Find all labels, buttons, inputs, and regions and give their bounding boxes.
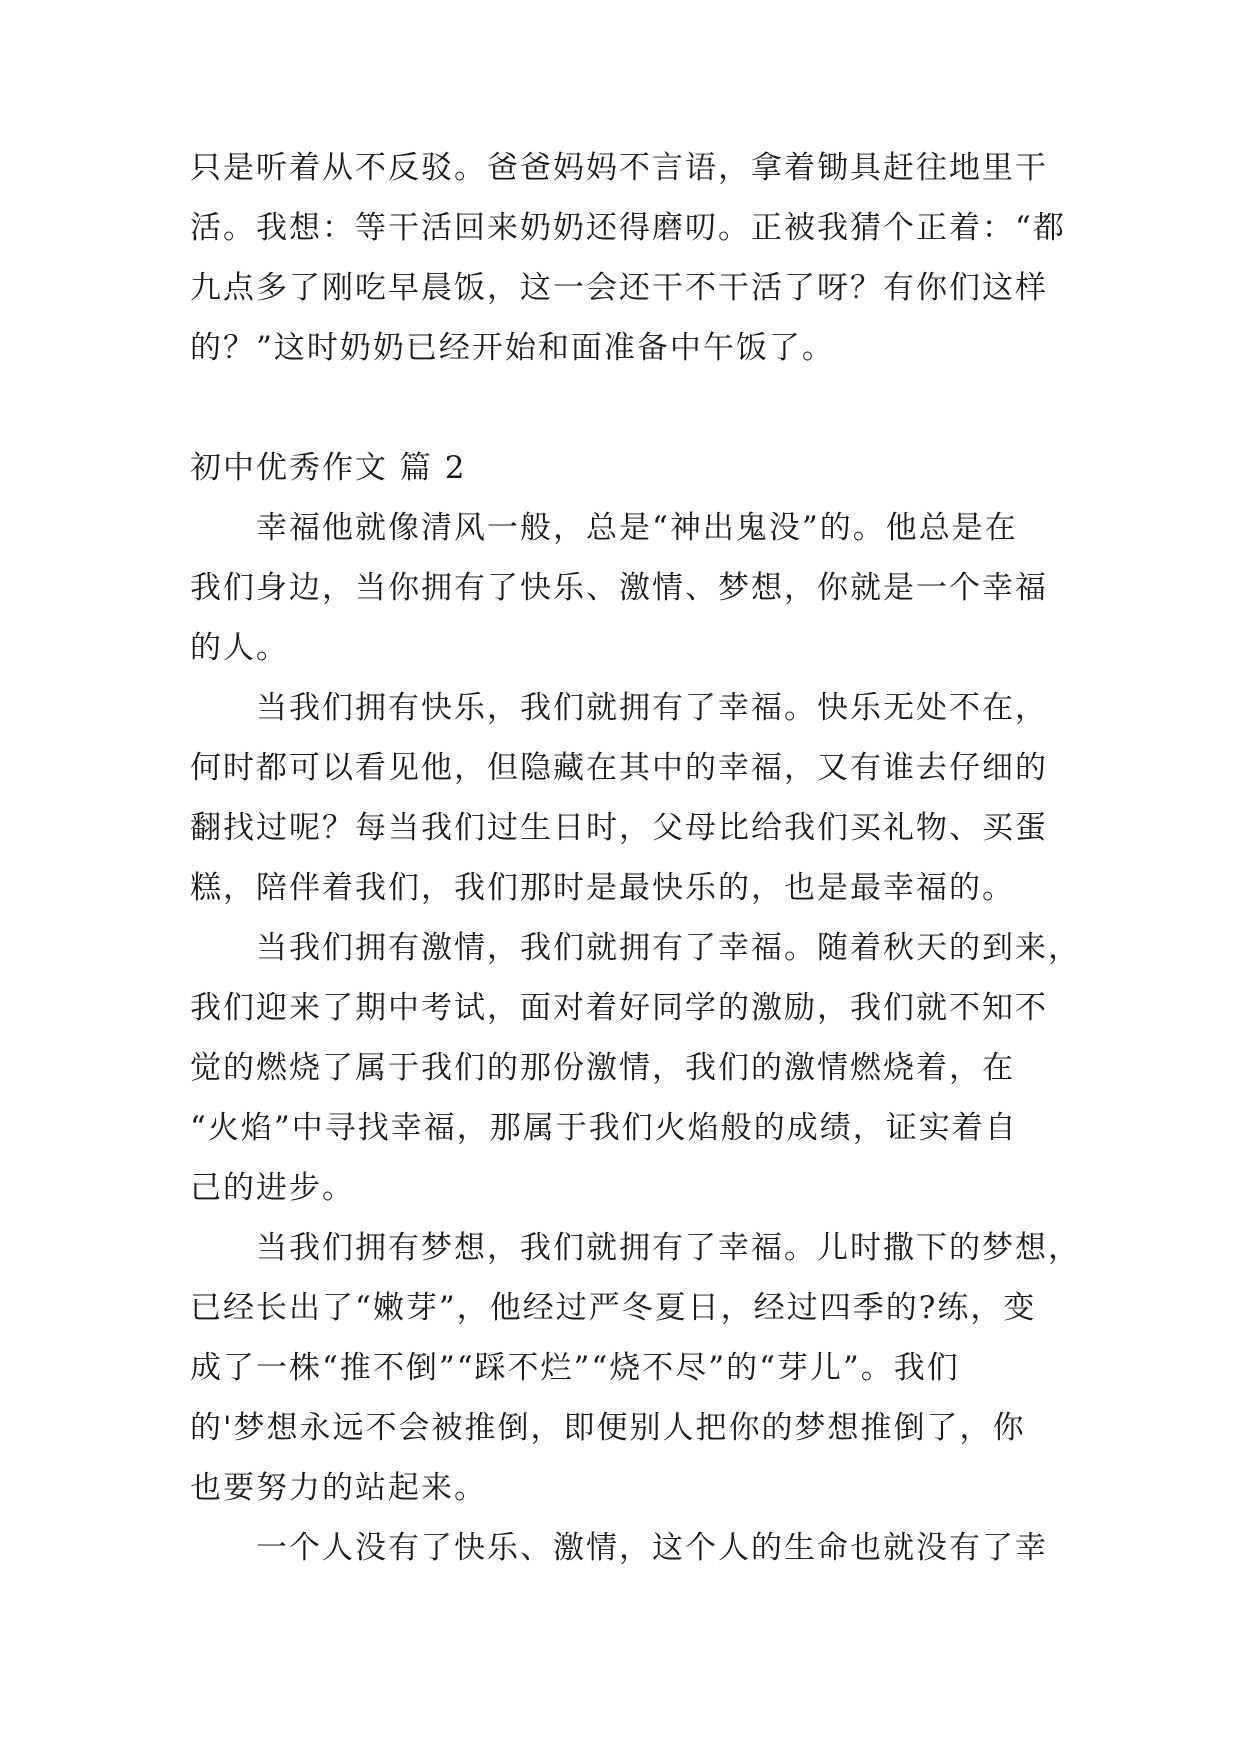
section-heading: 初中优秀作文 篇 2: [190, 450, 467, 486]
body-line: 糕，陪伴着我们，我们那时是最快乐的，也是最幸福的。: [190, 870, 1015, 906]
body-line: 已经长出了“嫩芽”，他经过严冬夏日，经过四季的?练，变: [190, 1290, 1037, 1326]
body-line: 成了一株“推不倒”“踩不烂”“烧不尽”的“芽儿”。我们: [190, 1350, 960, 1386]
paragraph-start-line: 幸福他就像清风一般，总是“神出鬼没”的。他总是在: [256, 510, 1018, 546]
body-line: 何时都可以看见他，但隐藏在其中的幸福，又有谁去仔细的: [190, 750, 1048, 786]
paragraph-start-line: 一个人没有了快乐、激情，这个人的生命也就没有了幸: [256, 1530, 1048, 1566]
paragraph-start-line: 当我们拥有快乐，我们就拥有了幸福。快乐无处不在，: [256, 690, 1048, 726]
body-line: 己的进步。: [190, 1170, 355, 1206]
body-line: “火焰”中寻找幸福，那属于我们火焰般的成绩，证实着自: [190, 1110, 1018, 1146]
body-line: 的？”这时奶奶已经开始和面准备中午饭了。: [190, 330, 835, 366]
body-line: 觉的燃烧了属于我们的那份激情，我们的激情燃烧着，在: [190, 1050, 1015, 1086]
body-line: 也要努力的站起来。: [190, 1470, 487, 1506]
body-line: 我们迎来了期中考试，面对着好同学的激励，我们就不知不: [190, 990, 1048, 1026]
body-line: 的人。: [190, 630, 289, 666]
body-line: 的'梦想永远不会被推倒，即便别人把你的梦想推倒了，你: [190, 1410, 1026, 1446]
paragraph-start-line: 当我们拥有梦想，我们就拥有了幸福。儿时撒下的梦想，: [256, 1230, 1081, 1266]
paragraph-start-line: 当我们拥有激情，我们就拥有了幸福。随着秋天的到来，: [256, 930, 1081, 966]
body-line: 活。我想：等干活回来奶奶还得磨叨。正被我猜个正着：“都: [190, 210, 1066, 246]
body-line: 我们身边，当你拥有了快乐、激情、梦想，你就是一个幸福: [190, 570, 1048, 606]
body-line: 只是听着从不反驳。爸爸妈妈不言语，拿着锄具赶往地里干: [190, 150, 1048, 186]
body-line: 翻找过呢？每当我们过生日时，父母比给我们买礼物、买蛋: [190, 810, 1048, 846]
body-line: 九点多了刚吃早晨饭，这一会还干不干活了呀？有你们这样: [190, 270, 1048, 306]
